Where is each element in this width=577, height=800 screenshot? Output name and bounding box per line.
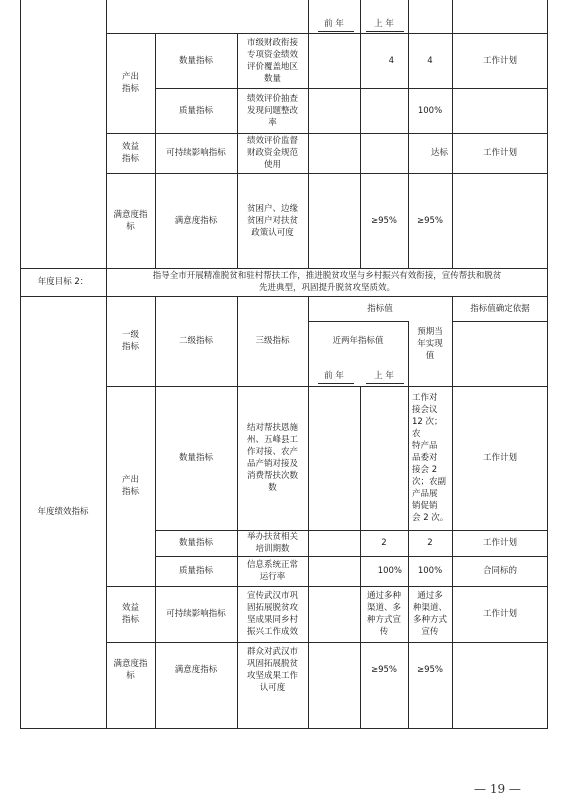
level2-header: 二级指标 [178,336,213,346]
row2-quantity-level2: 数量指标 [178,538,213,548]
row1-expected: 工作对 接会议 12 次；农 特产品 品委对 接会 2 次；农副 产品展 销促销 会 2 次。 [412,393,449,523]
row3-basis: 合同标的 [482,566,517,576]
row2-level3: 举办扶贫相关 培训期数 [246,532,298,554]
sustainable-basis: 工作计划 [482,148,517,158]
satisfaction-expected: ≥95% [416,665,443,675]
benefit-indicator-level1: 效益 指标 [121,603,139,625]
quality-indicator-level3: 绩效评价抽查 发现问题整改 率 [246,93,298,128]
satisfaction-last-value: ≥95% [370,665,397,675]
satisfaction-prev-value: ≥95% [370,215,397,226]
satisfaction-indicator-level3: 群众对武汉市 巩固拓展脱贫 攻坚成果工作 认可度 [246,647,298,693]
row1-level3: 结对帮扶恩施 州、五峰县工 作对接、农产 品产销对接及 消费帮扶次数 数 [246,423,298,493]
row-line [452,321,548,322]
indicator-value-header: 指标值 [367,303,393,314]
satisfaction-last-value: ≥95% [416,215,443,226]
sustainable-indicator-level3: 宣传武汉市巩 固拓展脱贫攻 坚成果同乡村 振兴工作成效 [246,591,298,637]
row2-expected: 2 [427,538,433,548]
quantity-indicator-level2: 数量指标 [178,55,213,66]
expected-value-header: 预期当 年实现 值 [417,326,443,361]
col-line [308,0,309,268]
sustainable-indicator-level3: 绩效评价监督 财政资金规范 使用 [246,136,298,170]
sustainable-expected: 通过多 种渠道、 多种方式 宣传 [412,591,447,637]
header-prev-year: 前 年 [324,19,344,29]
satisfaction-indicator-level1: 满意度指 标 [113,659,148,681]
row3-level3: 信息系统正常 运行率 [246,560,298,582]
quantity-prev-value: 4 [388,55,394,66]
row2-last-value: 2 [381,538,387,548]
benefit-indicator-level1: 效益 指标 [121,142,139,164]
row1-basis: 工作计划 [482,453,517,463]
header-last-year: 上 年 [374,19,394,29]
basis-header: 指标值确定依据 [470,303,530,314]
row3-expected: 100% [417,566,443,576]
quality-last-value: 100% [417,105,443,116]
satisfaction-indicator-level3: 贫困户、边缘 贫困户对扶贫 政策认可度 [246,203,298,238]
output-indicator-level1: 产出 指标 [121,72,139,94]
annual-performance-label: 年度绩效指标 [37,507,89,517]
sustainable-last-value: 通过多种 渠道、多 种方式宣 传 [366,591,401,637]
header-last-year: 上 年 [374,371,394,381]
sustainable-indicator-level2: 可持续影响指标 [166,609,226,619]
row3-last-value: 100% [377,566,402,576]
quantity-basis: 工作计划 [482,55,517,66]
quantity-last-value: 4 [427,55,433,66]
quantity-indicator-level3: 市级财政衔接 专项资金绩效 评价覆盖地区 数量 [246,37,298,84]
row3-quality-level2: 质量指标 [178,566,213,576]
recent-two-years-header: 近两年指标值 [332,336,384,346]
sustainable-basis: 工作计划 [482,609,517,619]
level1-header: 一级 指标 [121,330,139,352]
sustainable-last-value: 达标 [430,148,448,158]
row2-basis: 工作计划 [482,538,517,548]
quality-indicator-level2: 质量指标 [178,105,213,116]
row1-quantity-level2: 数量指标 [178,453,213,463]
satisfaction-indicator-level2: 满意度指标 [174,665,218,675]
sustainable-indicator-level2: 可持续影响指标 [166,148,226,158]
header-prev-year: 前 年 [324,371,344,381]
annual-goal-label: 年度目标 2： [37,277,89,287]
page-number: — 19 — [474,782,521,796]
satisfaction-indicator-level1: 满意度指 标 [113,209,148,232]
satisfaction-indicator-level2: 满意度指标 [174,215,218,226]
row-line [20,728,548,729]
level3-header: 三级指标 [255,336,290,346]
output-indicator-level1: 产出 指标 [121,475,139,497]
annual-goal-text: 指导全市开展精准脱贫和驻村帮扶工作，推进脱贫攻坚与乡村振兴有效衔接，宣传帮扶和脱贫 先进典型，巩固提升脱贫攻坚质效。 [152,271,502,293]
